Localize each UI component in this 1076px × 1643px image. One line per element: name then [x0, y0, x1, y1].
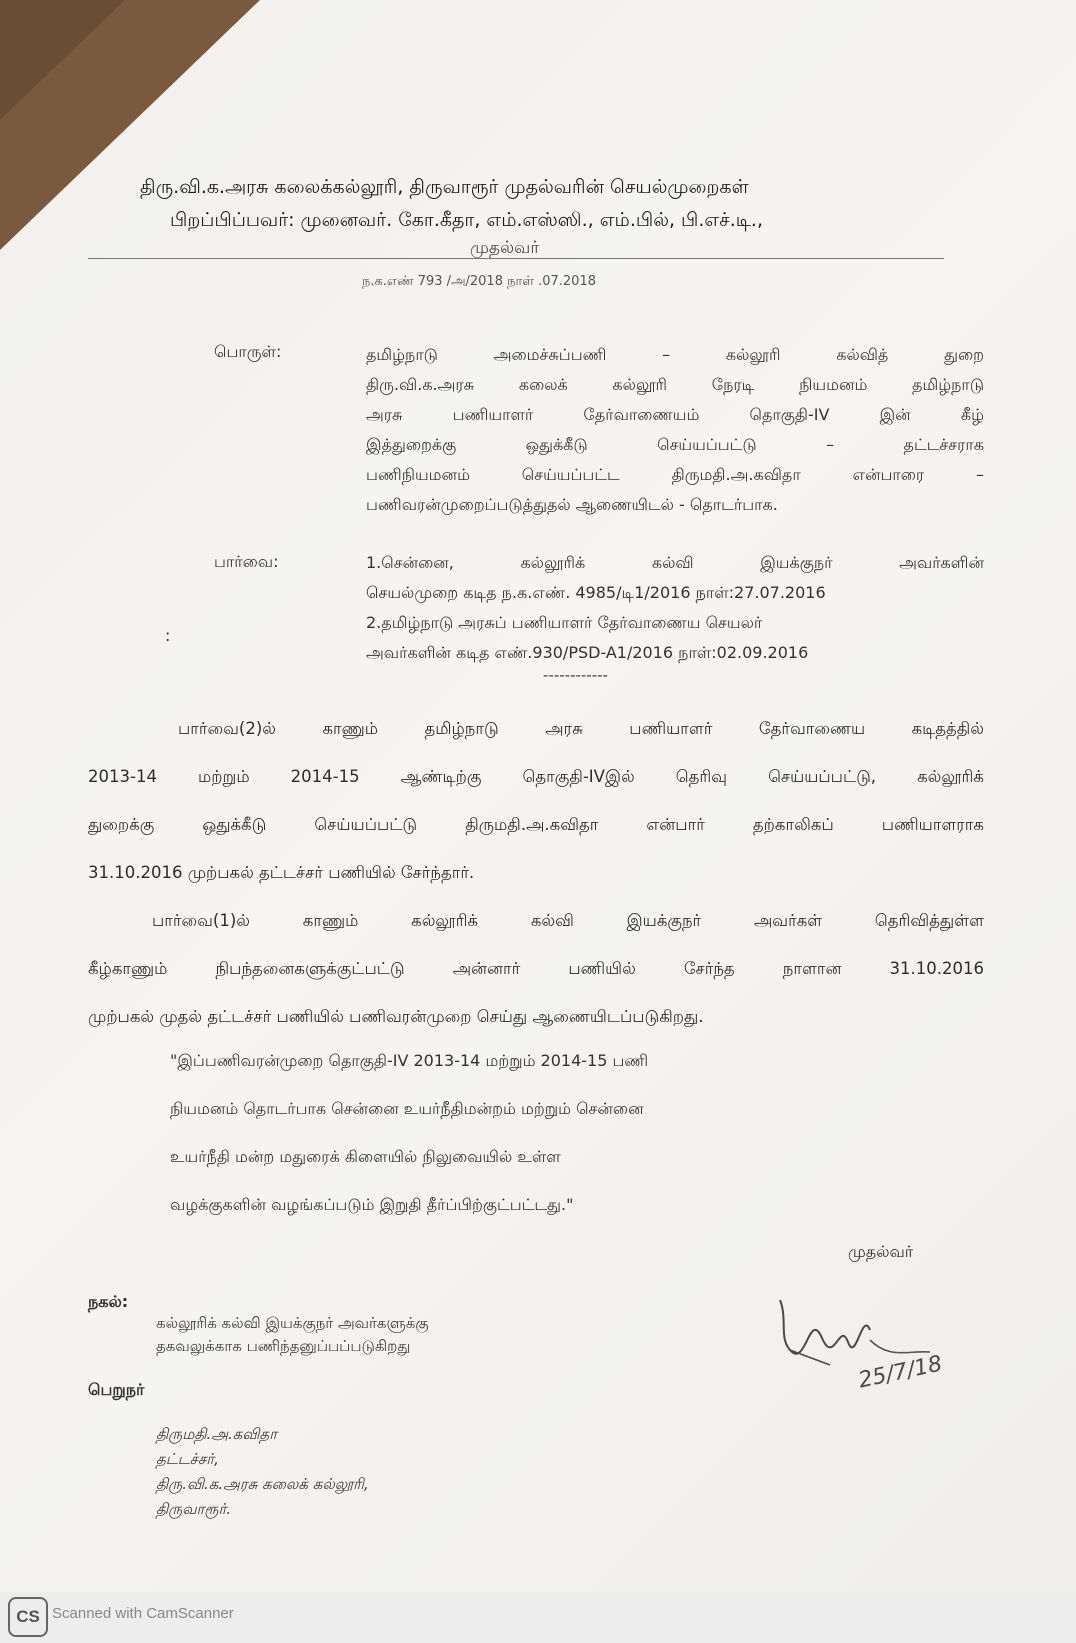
reference-separator: ------------: [543, 666, 608, 684]
handwritten-date: 25/7/18: [856, 1351, 945, 1394]
recipient-line: திருவாரூர்.: [156, 1500, 232, 1518]
paragraph-line: 31.10.2016 முற்பகல் தட்டச்சர் பணியில் சேர்ந்தார்.: [88, 863, 475, 882]
subject-line: பணிவரன்முறைப்படுத்துதல் ஆணையிடல் - தொடர்பாக.: [366, 495, 778, 514]
paragraph-line: துறைக்கு ஒதுக்கீடு செய்யப்பட்டு திருமதி.அ.கவிதா என்பார் தற்காலிகப் பணியாளராக: [88, 815, 984, 834]
recipient-line: தட்டச்சர்,: [156, 1450, 219, 1468]
copy-line: கல்லூரிக் கல்வி இயக்குநர் அவர்களுக்கு: [156, 1314, 429, 1332]
camscanner-watermark: Scanned with CamScanner: [52, 1605, 234, 1622]
subject-line: பணிநியமனம் செய்யப்பட்ட திருமதி.அ.கவிதா என்பாரை –: [366, 465, 984, 484]
condition-line: "இப்பணிவரன்முறை தொகுதி-IV 2013-14 மற்றும் 2014-15 பணி: [170, 1051, 649, 1070]
paragraph-line: முற்பகல் முதல் தட்டச்சர் பணியில் பணிவரன்முறை செய்து ஆணையிடப்படுகிறது.: [88, 1007, 704, 1026]
condition-block: [170, 1037, 648, 1229]
reference-line: அவர்களின் கடித எண்.930/PSD-A1/2016 நாள்:02.09.2016: [366, 643, 809, 662]
paragraph-line: கீழ்காணும் நிபந்தனைகளுக்குட்பட்டு அன்னார் பணியில் சேர்ந்த நாளான 31.10.2016: [88, 959, 984, 978]
subject-line: இத்துறைக்கு ஒதுக்கீடு செய்யப்பட்டு – தட்டச்சராக: [366, 435, 984, 454]
paragraph-line: 2013-14 மற்றும் 2014-15 ஆண்டிற்கு தொகுதி-IVஇல் தெரிவு செய்யப்பட்டு, கல்லூரிக்: [88, 767, 984, 786]
reference-line: 2.தமிழ்நாடு அரசுப் பணியாளர் தேர்வாணைய செயலர்: [366, 613, 763, 632]
camscanner-logo: CS: [8, 1597, 48, 1637]
copy-line: தகவலுக்காக பணிந்தனுப்பப்படுகிறது: [156, 1337, 411, 1355]
condition-line: நியமனம் தொடர்பாக சென்னை உயர்நீதிமன்றம் மற்றும் சென்னை: [170, 1099, 644, 1118]
header-issuer: பிறப்பிப்பவர்: முனைவர். கோ.கீதா, எம்.எஸ்ஸி., எம்.பில், பி.எச்.டி.,: [170, 209, 763, 231]
subject-label: பொருள்:: [214, 342, 282, 361]
paragraph-1: [88, 705, 984, 897]
header-rule: [88, 258, 944, 259]
signatory-designation: முதல்வர்: [848, 1242, 914, 1261]
recipient-line: திருமதி.அ.கவிதா: [156, 1425, 278, 1443]
reference-text: [366, 548, 984, 668]
recipient-label: பெறுநர்: [88, 1380, 145, 1399]
recipient-line: திரு.வி.க.அரசு கலைக் கல்லூரி,: [156, 1475, 369, 1493]
paragraph-line: பார்வை(2)ல் காணும் தமிழ்நாடு அரசு பணியாளர் தேர்வாணைய கடிதத்தில்: [178, 719, 984, 738]
header-designation: முதல்வர்: [470, 238, 540, 258]
paragraph-line: பார்வை(1)ல் காணும் கல்லூரிக் கல்வி இயக்குநர் அவர்கள் தெரிவித்துள்ள: [152, 911, 984, 930]
subject-line: தமிழ்நாடு அமைச்சுப்பணி – கல்லூரி கல்வித் துறை: [366, 345, 984, 364]
subject-text: [366, 340, 984, 520]
copy-label: நகல்:: [88, 1292, 129, 1311]
table-corner-dark: [0, 0, 125, 120]
subject-line: அரசு பணியாளர் தேர்வாணையம் தொகுதி-IV இன் கீழ்: [366, 405, 984, 424]
condition-line: வழக்குகளின் வழங்கப்படும் இறுதி தீர்ப்பிற்குட்பட்டது.": [170, 1195, 574, 1214]
header-title: திரு.வி.க.அரசு கலைக்கல்லூரி, திருவாரூர் முதல்வரின் செயல்முறைகள்: [140, 176, 749, 198]
reference-label: பார்வை:: [214, 552, 279, 571]
subject-line: திரு.வி.க.அரசு கலைக் கல்லூரி நேரடி நியமனம் தமிழ்நாடு: [366, 375, 984, 394]
paragraph-2: [88, 897, 984, 1041]
reference-line: 1.சென்னை, கல்லூரிக் கல்வி இயக்குநர் அவர்களின்: [366, 553, 984, 572]
handwritten-signature: [770, 1280, 980, 1420]
margin-colon: :: [165, 626, 171, 645]
reference-line: செயல்முறை கடித ந.க.எண். 4985/டி1/2016 நாள்:27.07.2016: [366, 583, 826, 602]
condition-line: உயர்நீதி மன்ற மதுரைக் கிளையில் நிலுவையில் உள்ள: [170, 1147, 561, 1166]
reference-number: ந.க.எண் 793 /அ/2018 நாள் .07.2018: [362, 274, 596, 289]
